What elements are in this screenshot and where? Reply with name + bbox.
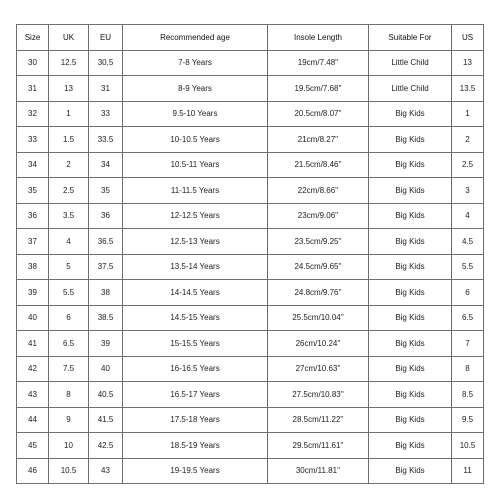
cell-size: 39 — [17, 280, 49, 306]
cell-size: 32 — [17, 101, 49, 127]
cell-eu: 38 — [89, 280, 123, 306]
cell-recommended-age: 15-15.5 Years — [123, 331, 268, 357]
cell-size: 31 — [17, 76, 49, 102]
cell-uk: 10 — [49, 433, 89, 459]
header-row — [17, 25, 484, 51]
cell-us: 6 — [452, 280, 484, 306]
table-row — [17, 280, 484, 306]
cell-recommended-age: 12-12.5 Years — [123, 203, 268, 229]
cell-recommended-age: 10.5-11 Years — [123, 152, 268, 178]
cell-us: 2 — [452, 127, 484, 153]
cell-insole-length: 26cm/10.24'' — [268, 331, 369, 357]
header-recommended-age: Recommended age — [123, 25, 268, 51]
cell-recommended-age: 7-8 Years — [123, 50, 268, 76]
cell-suitable-for: Big Kids — [369, 127, 452, 153]
cell-size: 44 — [17, 407, 49, 433]
cell-eu: 39 — [89, 331, 123, 357]
cell-uk: 1.5 — [49, 127, 89, 153]
table-row — [17, 178, 484, 204]
cell-recommended-age: 17.5-18 Years — [123, 407, 268, 433]
cell-us: 3 — [452, 178, 484, 204]
cell-suitable-for: Big Kids — [369, 433, 452, 459]
cell-suitable-for: Big Kids — [369, 331, 452, 357]
cell-suitable-for: Big Kids — [369, 101, 452, 127]
cell-insole-length: 19cm/7.48'' — [268, 50, 369, 76]
cell-size: 36 — [17, 203, 49, 229]
cell-eu: 43 — [89, 458, 123, 484]
cell-insole-length: 27.5cm/10.83'' — [268, 382, 369, 408]
cell-size: 33 — [17, 127, 49, 153]
size-chart-body — [17, 50, 484, 484]
cell-insole-length: 23cm/9.06'' — [268, 203, 369, 229]
cell-us: 8.5 — [452, 382, 484, 408]
cell-recommended-age: 13.5-14 Years — [123, 254, 268, 280]
cell-uk: 2 — [49, 152, 89, 178]
cell-size: 43 — [17, 382, 49, 408]
cell-eu: 33.5 — [89, 127, 123, 153]
cell-uk: 6 — [49, 305, 89, 331]
table-row — [17, 331, 484, 357]
cell-uk: 4 — [49, 229, 89, 255]
cell-uk: 10.5 — [49, 458, 89, 484]
cell-us: 9.5 — [452, 407, 484, 433]
cell-eu: 40 — [89, 356, 123, 382]
cell-us: 7 — [452, 331, 484, 357]
header-eu: EU — [89, 25, 123, 51]
cell-us: 5.5 — [452, 254, 484, 280]
cell-suitable-for: Big Kids — [369, 382, 452, 408]
cell-us: 8 — [452, 356, 484, 382]
cell-insole-length: 24.8cm/9.76'' — [268, 280, 369, 306]
table-row — [17, 356, 484, 382]
cell-eu: 34 — [89, 152, 123, 178]
cell-uk: 1 — [49, 101, 89, 127]
cell-size: 45 — [17, 433, 49, 459]
header-suitable-for: Suitable For — [369, 25, 452, 51]
cell-insole-length: 22cm/8.66'' — [268, 178, 369, 204]
cell-size: 42 — [17, 356, 49, 382]
cell-insole-length: 27cm/10.63'' — [268, 356, 369, 382]
table-row — [17, 229, 484, 255]
cell-eu: 42.5 — [89, 433, 123, 459]
cell-us: 11 — [452, 458, 484, 484]
table-row — [17, 76, 484, 102]
cell-insole-length: 21cm/8.27'' — [268, 127, 369, 153]
table-row — [17, 152, 484, 178]
cell-recommended-age: 11-11.5 Years — [123, 178, 268, 204]
cell-recommended-age: 9.5-10 Years — [123, 101, 268, 127]
cell-suitable-for: Big Kids — [369, 356, 452, 382]
cell-recommended-age: 16.5-17 Years — [123, 382, 268, 408]
cell-recommended-age: 19-19.5 Years — [123, 458, 268, 484]
cell-size: 37 — [17, 229, 49, 255]
header-us: US — [452, 25, 484, 51]
cell-us: 4.5 — [452, 229, 484, 255]
table-row — [17, 407, 484, 433]
cell-eu: 35 — [89, 178, 123, 204]
table-row — [17, 305, 484, 331]
cell-insole-length: 21.5cm/8.46'' — [268, 152, 369, 178]
cell-us: 13 — [452, 50, 484, 76]
cell-eu: 31 — [89, 76, 123, 102]
table-row — [17, 458, 484, 484]
cell-size: 41 — [17, 331, 49, 357]
cell-suitable-for: Big Kids — [369, 254, 452, 280]
cell-uk: 5 — [49, 254, 89, 280]
cell-insole-length: 20.5cm/8.07'' — [268, 101, 369, 127]
cell-suitable-for: Big Kids — [369, 178, 452, 204]
cell-eu: 40.5 — [89, 382, 123, 408]
cell-insole-length: 24.5cm/9.65'' — [268, 254, 369, 280]
cell-size: 46 — [17, 458, 49, 484]
cell-size: 38 — [17, 254, 49, 280]
table-row — [17, 127, 484, 153]
cell-recommended-age: 14-14.5 Years — [123, 280, 268, 306]
cell-eu: 38.5 — [89, 305, 123, 331]
cell-eu: 41.5 — [89, 407, 123, 433]
cell-suitable-for: Big Kids — [369, 203, 452, 229]
cell-size: 40 — [17, 305, 49, 331]
header-size: Size — [17, 25, 49, 51]
size-chart-table — [16, 24, 484, 484]
table-row — [17, 101, 484, 127]
cell-uk: 6.5 — [49, 331, 89, 357]
cell-us: 4 — [452, 203, 484, 229]
cell-size: 30 — [17, 50, 49, 76]
cell-eu: 36 — [89, 203, 123, 229]
cell-recommended-age: 14.5-15 Years — [123, 305, 268, 331]
cell-recommended-age: 18.5-19 Years — [123, 433, 268, 459]
table-row — [17, 433, 484, 459]
cell-insole-length: 29.5cm/11.61'' — [268, 433, 369, 459]
cell-recommended-age: 16-16.5 Years — [123, 356, 268, 382]
cell-insole-length: 19.5cm/7.68'' — [268, 76, 369, 102]
cell-eu: 37.5 — [89, 254, 123, 280]
cell-eu: 30.5 — [89, 50, 123, 76]
table-row — [17, 203, 484, 229]
cell-us: 2.5 — [452, 152, 484, 178]
header-insole-length: Insole Length — [268, 25, 369, 51]
cell-insole-length: 28.5cm/11.22'' — [268, 407, 369, 433]
cell-recommended-age: 12.5-13 Years — [123, 229, 268, 255]
header-uk: UK — [49, 25, 89, 51]
cell-uk: 12.5 — [49, 50, 89, 76]
table-row — [17, 50, 484, 76]
cell-us: 10.5 — [452, 433, 484, 459]
size-chart-header — [17, 25, 484, 51]
cell-uk: 2.5 — [49, 178, 89, 204]
cell-suitable-for: Little Child — [369, 50, 452, 76]
cell-uk: 8 — [49, 382, 89, 408]
cell-size: 35 — [17, 178, 49, 204]
cell-uk: 7.5 — [49, 356, 89, 382]
cell-recommended-age: 10-10.5 Years — [123, 127, 268, 153]
cell-us: 13.5 — [452, 76, 484, 102]
cell-uk: 3.5 — [49, 203, 89, 229]
cell-suitable-for: Big Kids — [369, 407, 452, 433]
cell-eu: 33 — [89, 101, 123, 127]
cell-uk: 5.5 — [49, 280, 89, 306]
cell-eu: 36.5 — [89, 229, 123, 255]
cell-suitable-for: Big Kids — [369, 152, 452, 178]
cell-insole-length: 30cm/11.81'' — [268, 458, 369, 484]
cell-size: 34 — [17, 152, 49, 178]
cell-suitable-for: Big Kids — [369, 280, 452, 306]
cell-uk: 13 — [49, 76, 89, 102]
cell-us: 1 — [452, 101, 484, 127]
cell-insole-length: 25.5cm/10.04'' — [268, 305, 369, 331]
cell-uk: 9 — [49, 407, 89, 433]
cell-suitable-for: Big Kids — [369, 305, 452, 331]
cell-suitable-for: Little Child — [369, 76, 452, 102]
cell-insole-length: 23.5cm/9.25'' — [268, 229, 369, 255]
cell-recommended-age: 8-9 Years — [123, 76, 268, 102]
table-row — [17, 382, 484, 408]
table-row — [17, 254, 484, 280]
cell-us: 6.5 — [452, 305, 484, 331]
cell-suitable-for: Big Kids — [369, 458, 452, 484]
cell-suitable-for: Big Kids — [369, 229, 452, 255]
